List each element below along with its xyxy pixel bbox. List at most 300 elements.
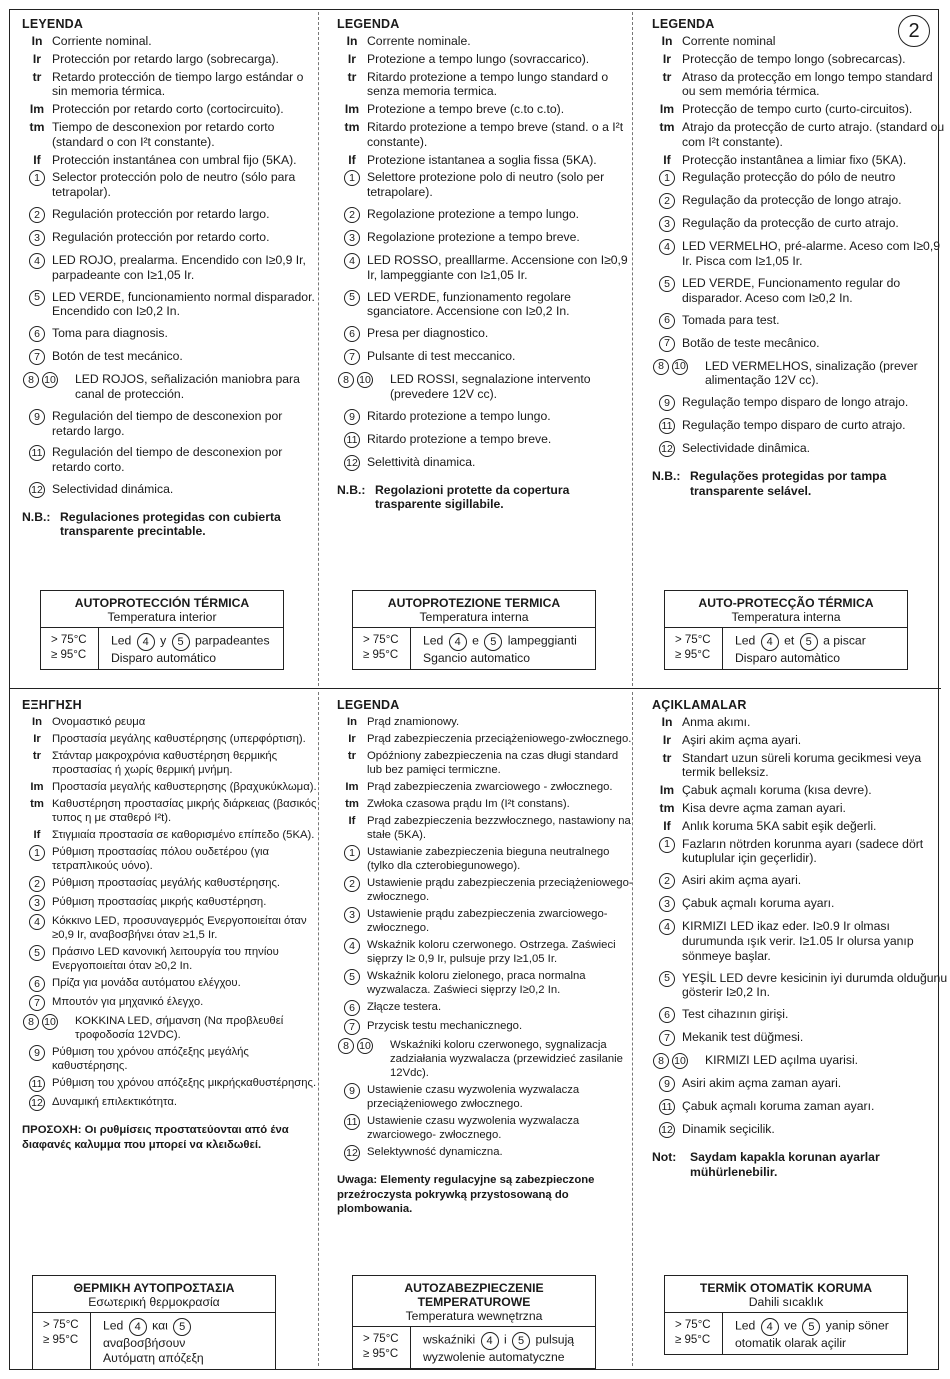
- note: [337, 483, 633, 512]
- circled-number-icon: 8: [653, 359, 669, 375]
- legend-key: [337, 170, 367, 186]
- circled-number-icon: 12: [29, 482, 45, 498]
- legend-entry: [22, 845, 318, 873]
- legend-entry: [22, 253, 318, 283]
- temp-threshold-2: ≥ 95°C: [675, 649, 711, 661]
- legend-entry: [337, 780, 633, 794]
- legend-key: [652, 1076, 682, 1092]
- legend-key: If: [663, 152, 671, 167]
- thermal-row: [33, 1313, 275, 1369]
- legend-text: Regulação tempo disparo de longo atrajo.: [682, 395, 909, 410]
- legend-entry: [22, 230, 318, 246]
- legend-panel: [337, 17, 633, 512]
- legend-key: [337, 969, 367, 985]
- legend-key: [652, 919, 682, 935]
- circled-number-icon: 7: [29, 349, 45, 365]
- legend-text: Asiri akim açma ayari.: [682, 873, 802, 888]
- legend-text: Protección instantánea con umbral fijo (5KA).: [52, 152, 297, 167]
- legend-key: tr: [662, 750, 672, 765]
- thermal-led-line: [423, 633, 589, 651]
- legend-key: tr: [347, 750, 357, 762]
- legend-entry: [22, 70, 318, 100]
- temp-threshold-1: > 75°C: [675, 634, 711, 646]
- legend-text: Aşiri akim açma ayari.: [682, 732, 802, 747]
- legend-entry: [337, 455, 633, 471]
- led-label: Led: [423, 633, 444, 648]
- legend-entry: [652, 1053, 948, 1069]
- legend-text: Ονομαστικό ρευμα: [52, 716, 146, 728]
- legend-entry: [22, 52, 318, 67]
- legend-text: Στάνταρ μακροχρόνια καθυστέρηση θερμικής προστασίας ή χωρίς θερμική μνήμη.: [52, 750, 278, 776]
- circled-number-icon: 2: [344, 207, 360, 223]
- legend-panel: [652, 698, 948, 1179]
- circled-number-icon: 4: [659, 919, 675, 935]
- circled-number-icon: 4: [659, 239, 675, 255]
- legend-key: [337, 1114, 367, 1130]
- legend-key: [337, 1000, 367, 1016]
- legend-entry: [22, 120, 318, 150]
- thermal-led-line: [423, 1332, 589, 1350]
- legend-text: Prąd zabezpieczenia bezzwłocznego, nastawiony na stałe (5KA).: [367, 815, 631, 841]
- note: [22, 510, 318, 539]
- circled-number-icon: 10: [357, 1038, 373, 1054]
- legend-text: Atraso da protecção em longo tempo standard ou sem memória térmica.: [682, 69, 933, 99]
- thermal-temperatures: [665, 628, 723, 669]
- legend-entry: [337, 290, 633, 320]
- legend-entry: [652, 1099, 948, 1115]
- note: [22, 1123, 318, 1152]
- circled-number-icon: 4: [344, 938, 360, 954]
- thermal-subtitle: Εσωτερική θερμοκρασία: [88, 1295, 220, 1309]
- legend-key: tr: [347, 69, 357, 84]
- legend-text: Selettività dinamica.: [367, 454, 476, 469]
- circled-number-icon: 5: [800, 633, 818, 651]
- circled-number-icon: 9: [659, 395, 675, 411]
- thermal-temperatures: [353, 628, 411, 669]
- legend-key: [337, 1019, 367, 1035]
- thermal-temperatures: [41, 628, 99, 669]
- legend-text: Ritardo protezione a tempo lungo.: [367, 408, 551, 423]
- temp-threshold-1: > 75°C: [363, 1333, 399, 1345]
- thermal-temperatures: [353, 1327, 411, 1368]
- legend-entry: [652, 441, 948, 457]
- column-divider: [318, 692, 319, 1366]
- legend-key: tr: [32, 750, 42, 762]
- legend-entry: [22, 1076, 318, 1092]
- legend-entry: [22, 482, 318, 498]
- legend-entry: [652, 1122, 948, 1138]
- legend-key: [22, 253, 52, 269]
- legend-text: Προστασία μεγαλής καθυστερησης (βραχυκύκλωμα).: [52, 781, 317, 793]
- legend-entry: [337, 52, 633, 67]
- legend-key: If: [33, 152, 41, 167]
- legend-text: Ustawianie zabezpieczenia bieguna neutralnego (tylko dla czterobiegunowego).: [367, 846, 610, 872]
- legend-text: Anlık koruma 5KA sabit eşik değerli.: [682, 818, 877, 833]
- legend-text: Regulación del tiempo de desconexion por retardo largo.: [52, 408, 283, 438]
- legend-text: Ρύθμιση του χρόνου απόζεξης μικρήςκαθυστέρησης.: [52, 1077, 317, 1089]
- legend-text: Kisa devre açma zaman ayari.: [682, 800, 846, 815]
- legend-entry: [22, 914, 318, 942]
- legend-key: Im: [659, 102, 675, 117]
- legend-entry: [337, 814, 633, 842]
- legend-entry: [337, 409, 633, 425]
- legend-key: In: [346, 34, 358, 48]
- note: [652, 469, 948, 498]
- auto-trip-text: Disparo automático: [111, 651, 216, 665]
- legend-text: Tiempo de desconexion por retardo corto (standard o con I²t constante).: [52, 119, 275, 149]
- legend-entry: [337, 1000, 633, 1016]
- thermal-protection-box: [664, 590, 908, 670]
- circled-number-icon: 11: [344, 432, 360, 448]
- legend-entry: [337, 153, 633, 168]
- legend-text: LED VERMELHO, pré-alarme. Aceso com I≥0,9 Ir. Pisca com I≥1,05 Ir.: [682, 239, 940, 269]
- circled-number-icon: 3: [344, 230, 360, 246]
- circled-number-icon: 4: [761, 1318, 779, 1336]
- thermal-header: [665, 1276, 907, 1313]
- legend-entry: [337, 1145, 633, 1161]
- led-action: yanip söner: [825, 1318, 889, 1333]
- legend-entry: [337, 207, 633, 223]
- circled-number-icon: 5: [344, 290, 360, 306]
- note-key: N.B.:: [337, 482, 366, 497]
- legend-entry: [22, 102, 318, 117]
- legend-entry: [22, 349, 318, 365]
- legend-entry: [337, 326, 633, 342]
- legend-key: In: [31, 716, 43, 728]
- circled-number-icon: 1: [344, 170, 360, 186]
- circled-number-icon: 4: [481, 1332, 499, 1350]
- legend-text: Selettore protezione polo di neutro (solo per tetrapolare).: [367, 170, 605, 200]
- legend-entry: [652, 193, 948, 209]
- legend-text: Pulsante di test meccanico.: [367, 349, 516, 364]
- legend-key: [337, 432, 367, 448]
- thermal-title: AUTOPROTEZIONE TERMICA: [387, 596, 561, 610]
- legend-key: [337, 455, 367, 471]
- legend-key: tr: [662, 69, 672, 84]
- legend-entry: [652, 1030, 948, 1046]
- legend-text: LED VERDE, funzionamento regolare sganciatore. Accensione con I≥0,2 In.: [367, 289, 571, 319]
- legend-key: [652, 239, 682, 255]
- led-label: Led: [111, 633, 132, 648]
- legend-key: [652, 1007, 682, 1023]
- legend-text: Protección por retardo corto (cortocircuito).: [52, 102, 284, 117]
- legend-text: Çabuk açmalı koruma zaman ayarı.: [682, 1099, 875, 1114]
- legend-key: [337, 290, 367, 306]
- legend-key: tm: [659, 119, 675, 134]
- led-action: parpadeantes: [195, 633, 270, 648]
- legend-entry: [22, 207, 318, 223]
- conjunction: et: [784, 633, 795, 648]
- thermal-led-line: [735, 633, 901, 651]
- legend-key: [22, 230, 52, 246]
- legend-entry: [22, 895, 318, 911]
- circled-number-icon: 2: [659, 873, 675, 889]
- legend-key: [652, 193, 682, 209]
- legend-text: Złącze testera.: [367, 1001, 442, 1013]
- legend-key: [337, 409, 367, 425]
- legend-entry: [22, 372, 318, 402]
- circled-number-icon: 1: [29, 170, 45, 186]
- legend-text: Ustawienie czasu wyzwolenia wyzwalacza zwarciowego- zwłocznego.: [367, 1115, 580, 1141]
- conjunction: και: [152, 1318, 168, 1333]
- legend-entry: [22, 945, 318, 973]
- legend-entry: [337, 1083, 633, 1111]
- circled-number-icon: 8: [653, 1053, 669, 1069]
- legend-key: [652, 170, 682, 186]
- legend-entry: [22, 290, 318, 320]
- legend-key: [652, 896, 682, 912]
- circled-number-icon: 5: [344, 969, 360, 985]
- led-action: a piscar: [823, 633, 866, 648]
- legend-entry: [337, 845, 633, 873]
- legend-entry: [22, 445, 318, 475]
- legend-text: Test cihazının girişi.: [682, 1007, 789, 1022]
- legend-text: Opóźniony zabezpieczenia na czas długi standard lub bez pamięci termiczne.: [367, 750, 619, 776]
- thermal-led-line: [735, 1318, 901, 1336]
- thermal-protection-box: [40, 590, 284, 670]
- legend-text: Presa per diagnostico.: [367, 326, 489, 341]
- legend-text: LED ROSSO, prealllarme. Accensione con I≥0,9 Ir, lampeggiante con I≥1,05 Ir.: [367, 252, 628, 282]
- legend-text: Botão de teste mecânico.: [682, 335, 820, 350]
- legend-entry: [22, 828, 318, 842]
- legend-key: If: [348, 152, 356, 167]
- legend-text: Mekanik test düğmesi.: [682, 1030, 804, 1045]
- led-action: αναβοσβήσουν: [103, 1336, 186, 1350]
- legend-key: [337, 349, 367, 365]
- thermal-row: [665, 628, 907, 669]
- legend-key: [337, 845, 367, 861]
- thermal-row: [665, 1313, 907, 1354]
- auto-trip-text: Disparo automàtico: [735, 651, 840, 665]
- conjunction: ve: [784, 1318, 797, 1333]
- legend-entry: [337, 1019, 633, 1035]
- legend-title: LEGENDA: [337, 17, 400, 31]
- circled-number-icon: 11: [29, 1076, 45, 1092]
- legend-entry: [337, 253, 633, 283]
- legend-entry: [337, 749, 633, 777]
- temp-threshold-1: > 75°C: [43, 1319, 79, 1331]
- thermal-protection-box: [352, 1275, 596, 1369]
- legend-text: Ustawienie czasu wyzwolenia wyzwalacza przeciążeniowego zwłocznego.: [367, 1084, 580, 1110]
- circled-number-icon: 9: [344, 1083, 360, 1099]
- legend-text: Selector protección polo de neutro (sólo para tetrapolar).: [52, 170, 296, 200]
- circled-number-icon: 3: [29, 895, 45, 911]
- thermal-protection-box: [352, 590, 596, 670]
- legend-text: Prąd znamionowy.: [367, 716, 460, 728]
- legend-text: KIRMIZI LED ikaz eder. I≥0.9 Ir olması durumunda ışık verir. I≥1.05 Ir olursa yanıp sönmeye başlar.: [682, 919, 914, 963]
- circled-number-icon: 7: [344, 349, 360, 365]
- conjunction: y: [160, 633, 167, 648]
- legend-text: Protezione a tempo lungo (sovraccarico).: [367, 51, 590, 66]
- conjunction: i: [503, 1332, 507, 1347]
- legend-text: Corriente nominal.: [52, 34, 152, 48]
- thermal-subtitle: Dahili sıcaklık: [748, 1295, 824, 1309]
- circled-number-icon: 6: [659, 313, 675, 329]
- led-label: Led: [735, 633, 756, 648]
- circled-number-icon: 6: [344, 326, 360, 342]
- legend-key: [337, 326, 367, 342]
- legend-entry: [337, 938, 633, 966]
- temp-threshold-1: > 75°C: [51, 634, 87, 646]
- led-action: pulsują: [535, 1332, 575, 1347]
- legend-key: [652, 837, 682, 853]
- legend-entry: [22, 732, 318, 746]
- circled-number-icon: 11: [659, 418, 675, 434]
- legend-entry: [652, 395, 948, 411]
- legend-text: Dinamik seçicilik.: [682, 1122, 775, 1137]
- circled-number-icon: 3: [29, 230, 45, 246]
- legend-key: [22, 1076, 52, 1092]
- legend-entry: [652, 239, 948, 269]
- legend-text: Tomada para test.: [682, 312, 780, 327]
- legend-text: Καθυστέρηση προστασίας μικρής διάρκειας (βασικός τυπος η με σταθερό I²t).: [52, 798, 317, 824]
- legend-text: Regulación protección por retardo corto.: [52, 229, 270, 244]
- legend-entry: [652, 715, 948, 730]
- legend-text: Regulação da protecção de longo atrajo.: [682, 193, 902, 208]
- circled-number-icon: 12: [344, 1145, 360, 1161]
- thermal-description: [411, 1327, 595, 1368]
- legend-key: [337, 1083, 367, 1099]
- circled-number-icon: 6: [29, 976, 45, 992]
- auto-trip-text: Sgancio automatico: [423, 651, 531, 665]
- legend-key: [337, 938, 367, 954]
- thermal-description: [91, 1313, 275, 1369]
- legend-text: Πράσινο LED κανονική λειτουργία του πηνίου Ενεργοποιείται όταν ≥0,2 In.: [52, 946, 279, 972]
- thermal-description: [411, 628, 595, 669]
- circled-number-icon: 11: [344, 1114, 360, 1130]
- legend-key: [22, 995, 52, 1011]
- circled-number-icon: 11: [659, 1099, 675, 1115]
- legend-title: LEYENDA: [22, 17, 84, 31]
- circled-number-icon: 7: [344, 1019, 360, 1035]
- circled-number-icon: 9: [29, 409, 45, 425]
- thermal-header: [33, 1276, 275, 1313]
- temp-threshold-2: ≥ 95°C: [363, 649, 399, 661]
- legend-key: If: [33, 829, 41, 841]
- legend-key: In: [346, 716, 358, 728]
- legend-key: [22, 845, 52, 861]
- temp-threshold-2: ≥ 95°C: [363, 1348, 399, 1360]
- note-text: ΠΡΟΣΟΧΗ: Οι ρυθμίσεις προστατεύονται από ένα διαφανές καλυμμα που μπορεί να κλειδωθεί.: [22, 1124, 289, 1151]
- circled-number-icon: 12: [29, 1095, 45, 1111]
- legend-text: Standart uzun süreli koruma gecikmesi veya termik belleksiz.: [682, 750, 922, 780]
- circled-number-icon: 9: [29, 1045, 45, 1061]
- legend-entry: [22, 797, 318, 825]
- circled-number-icon: 5: [29, 945, 45, 961]
- note-key: N.B.:: [652, 469, 681, 484]
- legend-text: Ritardo protezione a tempo breve (stand. o a I²t constante).: [367, 119, 624, 149]
- legend-key: Im: [345, 781, 359, 793]
- circled-number-icon: 8: [23, 1014, 39, 1030]
- legend-entry: [337, 969, 633, 997]
- legend-key: [652, 1030, 682, 1046]
- thermal-title: TERMİK OTOMATİK KORUMA: [699, 1281, 873, 1295]
- circled-number-icon: 12: [344, 455, 360, 471]
- legend-text: Πρίζα για μονάδα αυτόματου ελέγχου.: [52, 977, 241, 989]
- circled-number-icon: 7: [29, 995, 45, 1011]
- circled-number-icon: 3: [659, 896, 675, 912]
- thermal-protection-box: [664, 1275, 908, 1355]
- legend-entry: [22, 170, 318, 200]
- legend-key: tm: [29, 119, 45, 134]
- circled-number-icon: 5: [512, 1332, 530, 1350]
- legend-entry: [337, 349, 633, 365]
- legend-panel: [22, 698, 318, 1152]
- legend-entry: [22, 976, 318, 992]
- circled-number-icon: 10: [357, 372, 373, 388]
- legend-key: [22, 914, 52, 930]
- legend-text: KIRMIZI LED açılma uyarisi.: [705, 1053, 859, 1068]
- legend-entry: [337, 34, 633, 49]
- legend-key: [652, 216, 682, 232]
- legend-panel: [22, 17, 318, 539]
- legend-entry: [652, 837, 948, 867]
- page-number: 2: [898, 15, 930, 47]
- legend-key: [652, 1122, 682, 1138]
- legend-entry: [337, 876, 633, 904]
- legend-text: Protecção de tempo curto (curto-circuitos).: [682, 102, 913, 117]
- legend-entry: [22, 1095, 318, 1111]
- legend-key: [652, 971, 682, 987]
- circled-number-icon: 5: [659, 971, 675, 987]
- circled-number-icon: 10: [672, 359, 688, 375]
- legend-text: YEŞİL LED devre kesicinin iyi durumda olduğunu gösterir I≥0,2 In.: [682, 970, 948, 1000]
- circled-number-icon: 4: [129, 1318, 147, 1336]
- legend-title: ΕΞΗΓΗΣΗ: [22, 698, 82, 712]
- thermal-led-line: [103, 1318, 269, 1351]
- circled-number-icon: 11: [29, 445, 45, 461]
- legend-text: Regulación protección por retardo largo.: [52, 206, 270, 221]
- legend-entry: [652, 801, 948, 816]
- legend-key: Ir: [32, 51, 42, 66]
- legend-text: Ritardo protezione a tempo lungo standard o senza memoria termica.: [367, 69, 609, 99]
- legend-key: If: [348, 815, 356, 827]
- temp-threshold-2: ≥ 95°C: [51, 649, 87, 661]
- legend-text: Protezione a tempo breve (c.to c.to).: [367, 102, 565, 117]
- circled-number-icon: 8: [23, 372, 39, 388]
- circled-number-icon: 10: [42, 372, 58, 388]
- note-text: Regulaciones protegidas con cubierta transparente precintable.: [60, 509, 281, 539]
- legend-entry: [652, 873, 948, 889]
- circled-number-icon: 4: [761, 633, 779, 651]
- legend-entry: [652, 919, 948, 963]
- circled-number-icon: 5: [29, 290, 45, 306]
- legend-text: Protecção instantânea a limiar fixo (5KA).: [682, 152, 907, 167]
- circled-number-icon: 5: [172, 633, 190, 651]
- thermal-subtitle: Temperatura wewnętrzna: [405, 1309, 543, 1323]
- circled-number-icon: 8: [338, 372, 354, 388]
- legend-key: tm: [659, 800, 675, 815]
- circled-number-icon: 7: [659, 336, 675, 352]
- legend-text: Regolazione protezione a tempo breve.: [367, 229, 580, 244]
- legend-text: Ustawienie prądu zabezpieczenia przeciążeniowego- zwłocznego.: [367, 877, 633, 903]
- legend-key: In: [661, 34, 673, 48]
- legend-key: Ir: [347, 51, 357, 66]
- legend-text: Κόκκινο LED, προσυναγερμός Ενεργοποιείται όταν ≥0,9 Ir, αναβοσβήνει όταν ≥1,5 Ir.: [52, 915, 307, 941]
- legend-entry: [337, 732, 633, 746]
- conjunction: e: [472, 633, 479, 648]
- legend-text: Przycisk testu mechanicznego.: [367, 1020, 523, 1032]
- legend-text: Wskaźnik koloru zielonego, praca normalna wyzwalacza. Zaświeci sięprzy I≥0,2 In.: [367, 970, 586, 996]
- circled-number-icon: 8: [338, 1038, 354, 1054]
- legend-key: [652, 313, 682, 329]
- legend-key: [337, 876, 367, 892]
- legend-title: LEGENDA: [652, 17, 715, 31]
- legend-entry: [337, 797, 633, 811]
- legend-entry: [652, 896, 948, 912]
- legend-text: Anma akımı.: [682, 715, 751, 729]
- legend-entry: [652, 1007, 948, 1023]
